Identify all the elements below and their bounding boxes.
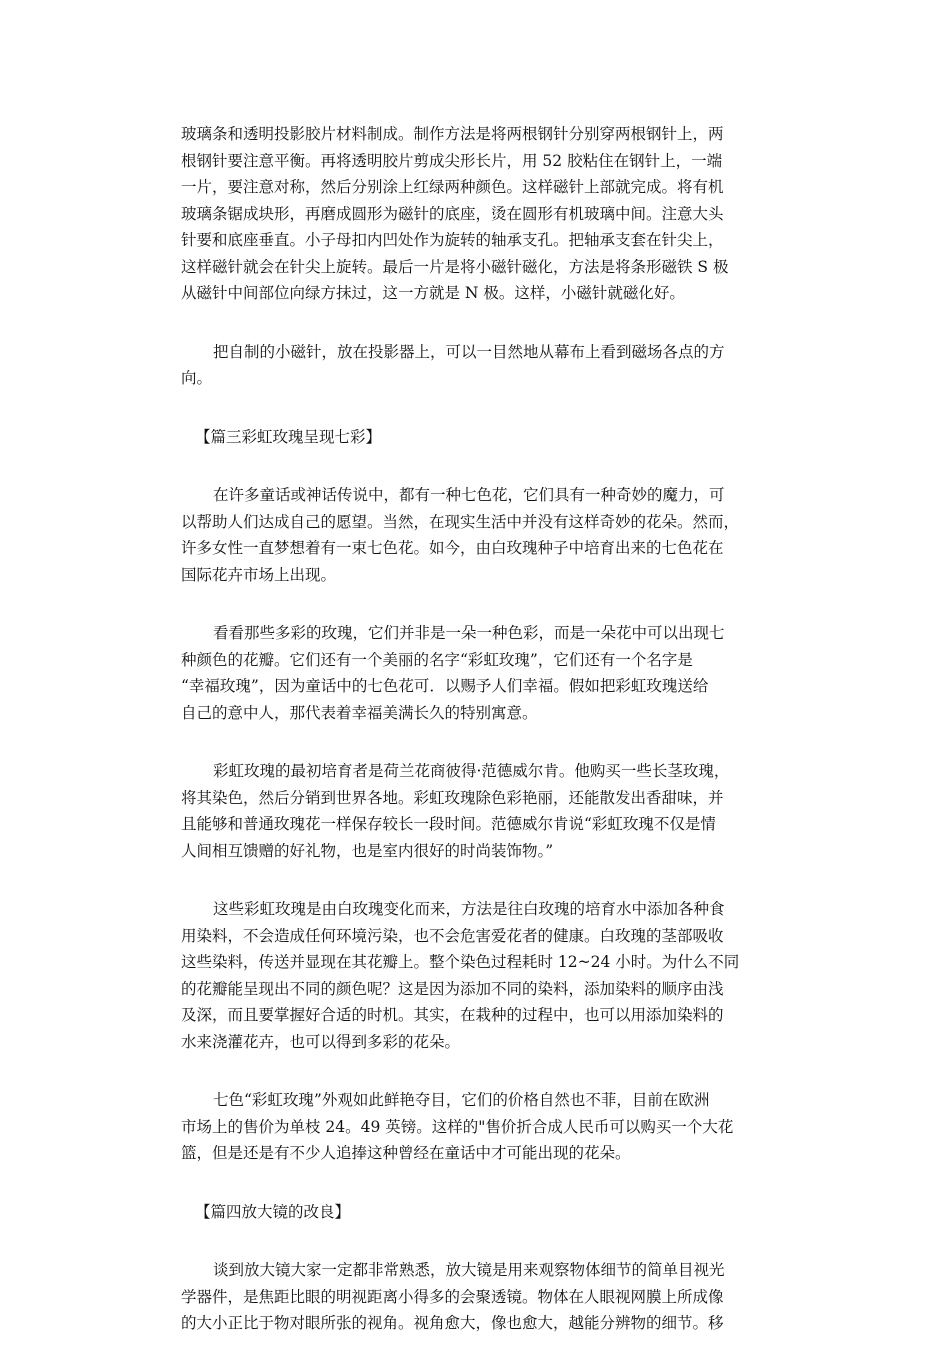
paragraph <box>181 1087 781 1167</box>
paragraph-line: 这些彩虹玫瑰是由白玫瑰变化而来，方法是往白玫瑰的培育水中添加各种食 <box>213 900 725 918</box>
document-body <box>181 121 781 1369</box>
paragraph-line: 彩虹玫瑰的最初培育者是荷兰花商彼得·范德威尔肯。他购买一些长茎玫瑰， <box>213 762 730 780</box>
paragraph-line: 国际花卉市场上出现。 <box>181 565 337 584</box>
paragraph-line: 用染料，不会造成任何环境污染，也不会危害爱花者的健康。白玫瑰的茎部吸收 <box>181 926 724 945</box>
paragraph-line: 根钢针要注意平衡。再将透明胶片剪成尖形长片，用 52 胶粘住在钢针上，一端 <box>181 151 723 170</box>
section-heading <box>181 424 781 451</box>
paragraph-line: “幸福玫瑰”，因为童话中的七色花可．以赐予人们幸福。假如把彩虹玫瑰送给 <box>181 677 709 695</box>
paragraph-line: 自己的意中人，那代表着幸福美满长久的特别寓意。 <box>181 703 538 722</box>
paragraph-line: 学器件，是焦距比眼的明视距离小得多的会聚透镜。物体在人眼视网膜上所成像 <box>181 1287 724 1306</box>
paragraph-line: 水来浇灌花卉，也可以得到多彩的花朵。 <box>181 1032 461 1051</box>
paragraph <box>181 482 781 588</box>
heading-text: 【篇三彩虹玫瑰呈现七彩】 <box>195 427 382 446</box>
paragraph-line: 七色“彩虹玫瑰”外观如此鲜艳夺目，它们的价格自然也不菲，目前在欧洲 <box>213 1091 710 1109</box>
paragraph-line: 人间相互馈赠的好礼物，也是室内很好的时尚装饰物。” <box>181 841 554 860</box>
paragraph <box>181 121 781 307</box>
paragraph-line: 这些染料，传送并显现在其花瓣上。整个染色过程耗时 12~24 小时。为什么不同 <box>181 953 740 971</box>
paragraph <box>181 758 781 864</box>
paragraph-line: 市场上的售价为单枝 24。49 英镑。这样的"售价折合成人民币可以购买一个大花 <box>181 1117 734 1136</box>
paragraph <box>181 339 781 392</box>
paragraph-line: 从磁针中间部位向绿方抹过，这一方就是 N 极。这样，小磁针就磁化好。 <box>181 284 685 302</box>
paragraph-line: 玻璃条和透明投影胶片材料制成。制作方法是将两根钢针分别穿两根钢针上，两 <box>181 125 724 143</box>
paragraph-line: 的花瓣能呈现出不同的颜色呢？这是因为添加不同的染料，添加染料的顺序由浅 <box>181 979 724 998</box>
paragraph <box>181 896 781 1055</box>
paragraph-line: 将其染色，然后分销到世界各地。彩虹玫瑰除色彩艳丽，还能散发出香甜味，并 <box>181 788 724 807</box>
paragraph-line: 向。 <box>181 369 213 387</box>
paragraph-line: 及深，而且要掌握好合适的时机。其实，在栽种的过程中，也可以用添加染料的 <box>181 1006 724 1024</box>
paragraph-line: 谈到放大镜大家一定都非常熟悉，放大镜是用来观察物体细节的简单目视光 <box>213 1261 725 1279</box>
paragraph-line: 且能够和普通玫瑰花一样保存较长一段时间。范德威尔肯说“彩虹玫瑰不仅是情 <box>181 815 716 833</box>
paragraph-line: 看看那些多彩的玫瑰，它们并非是一朵一种色彩，而是一朵花中可以出现七 <box>213 624 725 642</box>
section-heading <box>181 1199 781 1226</box>
paragraph <box>181 620 781 726</box>
paragraph-line: 许多女性一直梦想着有一束七色花。如今，由白玫瑰种子中培育出来的七色花在 <box>181 539 724 557</box>
paragraph-line: 这样磁针就会在针尖上旋转。最后一片是将小磁针磁化，方法是将条形磁铁 S 极 <box>181 257 729 276</box>
paragraph-line: 的大小正比于物对眼所张的视角。视角愈大，像也愈大，越能分辨物的细节。移 <box>181 1314 724 1332</box>
paragraph-line: 一片，要注意对称，然后分别涂上红绿两种颜色。这样磁针上部就完成。将有机 <box>181 178 724 196</box>
heading-text: 【篇四放大镜的改良】 <box>195 1202 351 1221</box>
paragraph-line: 在许多童话或神话传说中，都有一种七色花，它们具有一种奇妙的魔力，可 <box>213 486 725 504</box>
paragraph-line: 针要和底座垂直。小子母扣内凹处作为旋转的轴承支孔。把轴承支套在针尖上， <box>181 231 724 249</box>
paragraph-line: 玻璃条锯成块形，再磨成圆形为磁针的底座，烫在圆形有机玻璃中间。注意大头 <box>181 204 724 223</box>
paragraph-line: 种颜色的花瓣。它们还有一个美丽的名字“彩虹玫瑰”，它们还有一个名字是 <box>181 650 693 669</box>
paragraph-line: 把自制的小磁针，放在投影器上，可以一目然地从幕布上看到磁场各点的方 <box>213 342 725 361</box>
paragraph-line: 以帮助人们达成自己的愿望。当然，在现实生活中并没有这样奇妙的花朵。然而， <box>181 512 740 531</box>
paragraph <box>181 1257 781 1337</box>
paragraph-line: 篮，但是还是有不少人追捧这种曾经在童话中才可能出现的花朵。 <box>181 1144 631 1162</box>
